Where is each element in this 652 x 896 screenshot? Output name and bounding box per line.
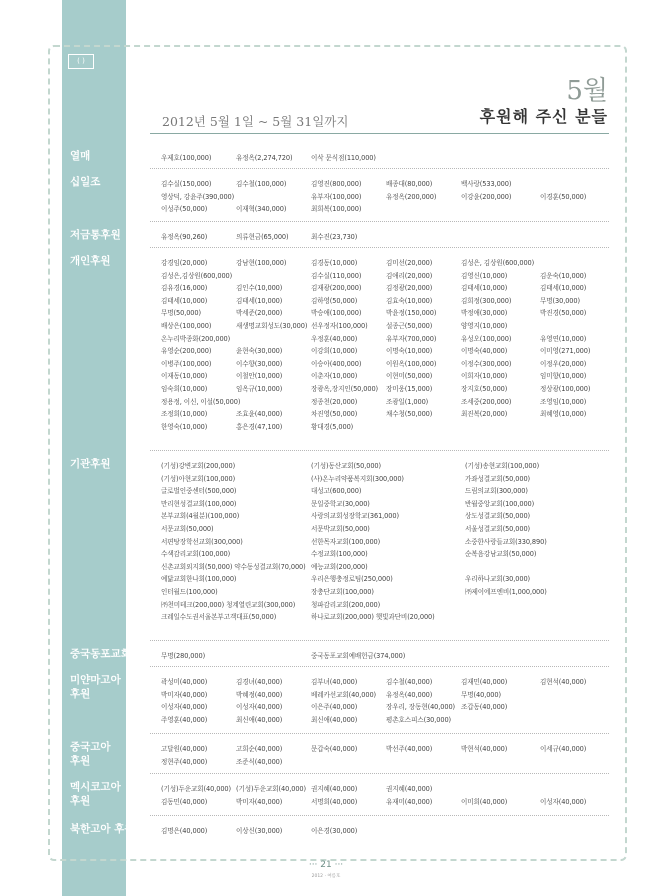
donor-entry: 박정애(30,000) [461,309,508,318]
donor-entry: 김성은, 김상원(600,000) [461,259,535,267]
donor-entry: 이강윤(200,000) [461,192,512,201]
donor-entry: 곽성미(40,000) [161,678,208,686]
section-divider [150,815,609,816]
donor-entry: 김태세(10,000) [236,296,283,305]
donor-entry: 최혜영(10,000) [540,410,587,419]
donor-entry: 정현주(40,000) [161,757,208,766]
donor-entry: 이춘자(10,000) [311,372,358,381]
donor-entry: 유부자(700,000) [386,334,437,343]
donor-entry: 최신애(40,000) [311,715,358,724]
donor-entry: 이승아(400,000) [311,359,362,368]
date-range: 2012년 5월 1일 ~ 5월 31일까지 [162,114,349,129]
section-divider [150,773,609,774]
donor-entry: 서명희(40,000) [311,797,358,806]
category-label: 중국동포교회 [70,648,131,660]
donor-entry: 이경훈(50,000) [540,192,587,201]
donor-entry: 유정옥(2,274,720) [236,154,293,162]
donor-entry: 최진복(20,000) [461,410,508,419]
section-divider [150,450,609,451]
donor-entry: 이강희(10,000) [311,347,358,356]
donor-entry: 서문교회(50,000) [161,525,214,533]
donor-entry: 유영연(10,000) [540,334,587,343]
donor-entry: 김수실(150,000) [161,180,212,188]
donor-entry: 영상덕, 강윤주(390,000) [161,192,235,201]
donor-entry: 박혜정(40,000) [236,690,283,699]
donor-entry: 배상은(100,000) [161,322,212,330]
donor-entry: 상도성결교회(50,000) [465,512,531,521]
donor-entry: 문일중학교(30,000) [311,499,370,508]
donor-entry: 박윤정(150,000) [386,309,437,318]
category-label: 중국고아 후원 [70,741,111,767]
donor-entry: 유재미(40,000) [386,797,433,806]
donor-entry: 우리은행충정로팀(250,000) [311,575,393,584]
donor-entry: 이성자(40,000) [236,703,283,712]
donor-entry: 배종대(80,000) [386,180,433,188]
donor-entry: 김영진(800,000) [311,180,362,188]
donor-entry: 박미자(40,000) [236,797,283,806]
category-label: 미얀마고아 후원 [70,674,121,700]
donor-entry: 김미선(20,000) [386,259,433,267]
donor-entry: 이명숙(10,000) [386,347,433,356]
page-title: 후원해 주신 분들 [479,107,608,126]
donor-entry: 장충단교회(100,000) [311,588,374,596]
donor-entry: 김정광(20,000) [386,284,433,293]
donor-entry: 김하영(50,000) [311,296,358,305]
donor-entry: 조세중(200,000) [461,397,512,406]
page-number: ··· 21 ··· [308,860,344,870]
donor-entry: 황대경(5,000) [311,422,354,431]
donor-entry: 최수진(23,730) [311,233,358,241]
donor-entry: 대성고(600,000) [311,487,362,496]
donor-entry: 홍은경(47,100) [236,422,283,431]
donor-entry: 김재광(200,000) [311,284,362,293]
section-divider [150,247,609,248]
donor-entry: 김애리(20,000) [386,271,433,280]
donor-entry: 베레카선교회(40,000) [311,690,377,699]
donor-entry: 서울성결교회(50,000) [465,525,531,533]
section-divider [150,640,609,641]
donor-entry: 권지혜(40,000) [386,785,433,793]
donor-entry: 선한목자교회(100,000) [311,537,381,546]
donor-entry: 온누리박종화(200,000) [161,334,231,343]
donor-entry: 최희복(100,000) [311,205,362,214]
donor-entry: 이삭 문식점(110,000) [311,154,376,162]
donor-entry: 김동민(40,000) [161,797,208,806]
donor-entry: 유성오(100,000) [461,334,512,343]
donor-entry: 신촌교회외지회(50,000) 약수동성결교회(70,000) [161,562,306,571]
donor-entry: 고희순(40,000) [236,745,283,753]
donor-entry: 박미자(40,000) [161,690,208,699]
donor-entry: 평촌호스피스(30,000) [386,715,452,724]
donor-entry: 김수실(110,000) [311,271,362,280]
donor-entry: 장지호(50,000) [461,385,508,393]
donor-entry: (기성)송현교회(100,000) [465,462,540,470]
donor-entry: 이미희(40,000) [461,797,508,806]
donor-entry: 무명(40,000) [461,690,501,699]
donor-entry: 백사랑(533,000) [461,180,512,188]
donor-entry: 김현석(40,000) [540,678,587,686]
donor-entry: 강경임(20,000) [161,259,208,267]
donor-entry: 가좌성결교회(50,000) [465,474,531,483]
donor-entry: 채수청(50,000) [386,410,433,419]
donor-entry: 유영순(200,000) [161,347,212,356]
donor-entry: 장광옥,장지인(50,000) [311,385,379,393]
donor-entry: 이재동(10,000) [161,372,208,381]
donor-entry: 크레일수도권서울본부고객대표(50,000) [161,613,277,622]
donor-entry: 서편탕장학선교회(300,000) [161,537,243,546]
donor-entry: 정종천(20,000) [311,397,358,406]
page-subtitle: 2012 · 여름호 [311,874,341,879]
donor-entry: 이정수(300,000) [461,359,512,368]
donor-entry: 김성은,김상원(600,000) [161,271,233,280]
donor-entry: 이미영(271,000) [540,347,591,356]
donor-entry: 조정희(10,000) [161,410,208,419]
section-divider [150,666,609,667]
donor-entry: 인터월드(100,000) [161,588,218,596]
donor-entry: 정상광(100,000) [540,385,591,393]
donor-entry: 조갑동(40,000) [461,703,508,712]
donor-entry: ㈜천미테크(200,000) 청계열린교회(300,000) [161,600,296,609]
donor-entry: 우정훈(40,000) [311,334,358,343]
donor-entry: 김인수(10,000) [236,284,283,293]
section-divider [150,733,609,734]
donor-entry: 하나로교회(200,000) 햇빛과단비(20,000) [311,613,435,622]
donor-entry: 사랑의교회성장학교(361,000) [311,512,399,521]
category-label: 열매 [70,150,91,162]
donor-entry: 우리하나교회(30,000) [465,575,531,584]
header-rule [150,133,609,134]
donor-entry: 장우리, 장동현(40,000) [386,703,456,712]
donor-entry: 이병주(100,000) [161,359,212,368]
donor-entry: 중국동포교회예배헌금(374,000) [311,652,406,660]
donor-entry: 서문박교회(50,000) [311,525,370,533]
donor-entry: 무명(50,000) [161,309,201,318]
donor-entry: 권지혜(40,000) [311,785,358,793]
donor-entry: 이세규(40,000) [540,745,587,753]
donor-entry: 유정옥(40,000) [386,690,433,699]
donor-entry: 무명(280,000) [161,652,206,660]
donor-entry: 김재민(40,000) [461,678,508,686]
donor-entry: 본부교회(4월분)(100,000) [161,512,240,521]
donor-entry: 유정옥(90,260) [161,233,208,241]
donor-entry: 김유경(16,000) [161,284,208,293]
donor-entry: 이수향(30,000) [236,359,283,368]
donor-entry: 박진경(50,000) [540,309,587,318]
donor-entry: 주영훈(40,000) [161,715,208,724]
donor-entry: (기성)아현교회(100,000) [161,474,236,483]
donor-entry: 문갑숙(40,000) [311,745,358,753]
donor-entry: 이은경(30,000) [311,827,358,835]
donor-entry: (사)온누리약품복지회(300,000) [311,474,404,483]
donor-entry: 이성자(40,000) [161,703,208,712]
donor-entry: 장미웅(15,000) [386,385,433,393]
donor-entry: 김효숙(10,000) [386,296,433,305]
donor-entry: 김명은(40,000) [161,827,208,835]
donor-entry: 임옥규(10,000) [236,385,283,393]
donor-entry: 김경녀(40,000) [236,678,283,686]
donor-entry: 김태세(10,000) [461,284,508,293]
donor-entry: 설종근(50,000) [386,322,433,330]
donor-entry: 이성주(50,000) [161,205,208,214]
donor-entry: (기성)강변교회(200,000) [161,462,236,470]
donor-entry: 김운숙(10,000) [540,271,587,280]
donor-entry: 박현석(40,000) [461,745,508,753]
donor-entry: 강남현(100,000) [236,259,287,267]
donor-entry: 윤현숙(30,000) [236,347,283,356]
donor-entry: 이재혁(340,000) [236,205,287,214]
donor-entry: 무명(30,000) [540,296,580,305]
donor-entry: 박선주(40,000) [386,745,433,753]
donor-entry: 청파감리교회(200,000) [311,600,381,609]
category-label: 저금통후원 [70,229,121,241]
donor-entry: 임숙희(10,000) [161,385,208,393]
category-label: 기관후원 [70,458,111,470]
donor-entry: (기성)동산교회(50,000) [311,462,381,470]
donor-entry: 선우정자(100,000) [311,322,368,330]
donor-entry: 한영숙(10,000) [161,422,208,431]
donor-entry: 고달원(40,000) [161,745,208,753]
donor-entry: 이상신(30,000) [236,827,283,835]
donor-entry: 예닮교회한나회(100,000) [161,575,237,584]
donor-entry: 김수철(40,000) [386,678,433,686]
donor-entry: 김태세(10,000) [540,284,587,293]
donor-entry: 조영임(10,000) [540,397,587,406]
donor-entry: 이원옥(100,000) [386,359,437,368]
donor-entry: 조준식(40,000) [236,757,283,766]
donor-entry: 김태세(10,000) [161,296,208,305]
donor-entry: 새생명교회성도(30,000) [236,322,308,330]
donor-entry: 김경동(10,000) [311,259,358,267]
donor-entry: 김부녀(40,000) [311,678,358,686]
donor-entry: 소중한사랑들교회(330,890) [465,537,547,546]
donor-entry: 정용정, 이신, 이설(50,000) [161,397,241,406]
category-label: 개인후원 [70,255,111,267]
category-label: 북한고아 후원 [70,823,135,835]
donor-entry: 글로벌인중센터(500,000) [161,487,237,496]
donor-entry: 이현미(50,000) [386,372,433,381]
donor-entry: 임미향(10,000) [540,372,587,381]
donor-entry: 조효윤(40,000) [236,410,283,419]
donor-entry: 김영신(10,000) [461,271,508,280]
donor-entry: 양영지(10,000) [461,322,508,330]
donor-entry: 김수철(100,000) [236,180,287,188]
category-label: 십일조 [70,176,101,188]
donor-entry: 의류현금(65,000) [236,233,289,241]
donor-entry: 김희정(300,000) [461,296,512,305]
donor-entry: 예능교회(200,000) [311,562,368,571]
donor-entry: 이희자(10,000) [461,372,508,381]
donor-entry: 만리현성결교회(100,000) [161,499,237,508]
donor-entry: 수색감리교회(100,000) [161,550,231,559]
donor-entry: 이명숙(40,000) [461,347,508,356]
donor-entry: 유정옥(200,000) [386,192,437,201]
corner-tag: ( ) [68,54,94,69]
donor-entry: 박승애(100,000) [311,309,362,318]
donor-entry: 반월중앙교회(100,000) [465,499,535,508]
donor-entry: 드림의교회(300,000) [465,487,528,496]
donor-entry: 우제호(100,000) [161,154,212,162]
donor-entry: 유부자(100,000) [311,192,362,201]
section-divider [150,168,609,169]
section-divider [150,221,609,222]
donor-entry: 이정우(20,000) [540,359,587,368]
donor-entry: 이성자(40,000) [540,797,587,806]
category-label: 멕시코고아 후원 [70,781,121,807]
donor-entry: 이은주(40,000) [311,703,358,712]
donor-entry: 차진영(50,000) [311,410,358,419]
donor-entry: 조광일(1,000) [386,397,429,406]
donor-entry: 순복음강남교회(50,000) [465,550,537,559]
donor-entry: 최신애(40,000) [236,715,283,724]
donor-entry: ㈜제이에프엔비(1,000,000) [465,588,547,596]
donor-entry: 이철안(10,000) [236,372,283,381]
donor-entry: (기성)두운교회(40,000) [236,785,306,793]
donor-entry: 박세준(20,000) [236,309,283,318]
donor-entry: (기성)두운교회(40,000) [161,785,231,793]
donor-entry: 수정교회(100,000) [311,550,368,559]
month-heading: 5월 [566,76,608,106]
